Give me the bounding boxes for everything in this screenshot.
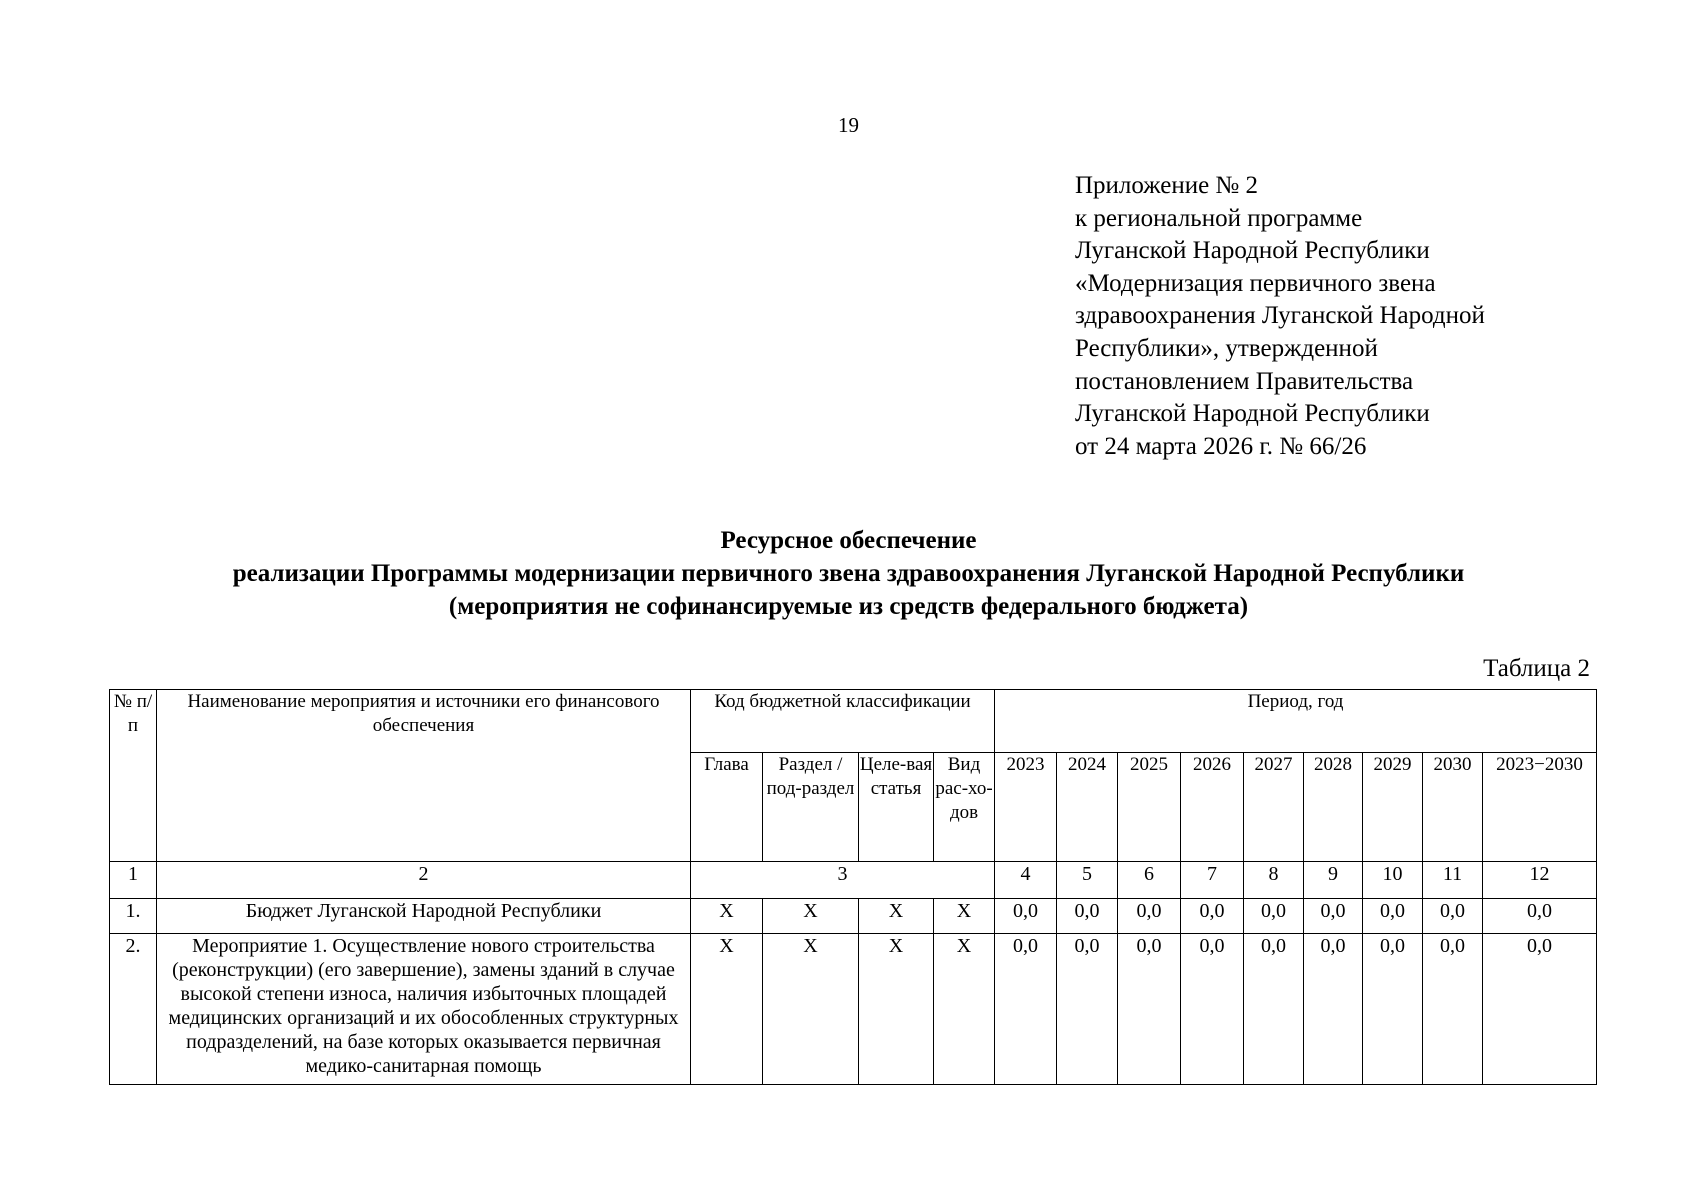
value-cell: 0,0 [1304, 899, 1363, 934]
value-cell: 0,0 [1057, 934, 1118, 1085]
code-cell: Х [763, 899, 859, 934]
title-line-1: Ресурсное обеспечение [720, 527, 977, 554]
appendix-line: Луганской Народной Республики [1075, 237, 1430, 265]
value-cell: 0,0 [1118, 899, 1181, 934]
header-year: 2023 [995, 753, 1057, 862]
column-number: 1 [110, 862, 157, 899]
title-line-2: реализации Программы модернизации первичного звена здравоохранения Луганской Народной Республики [232, 560, 1465, 587]
header-target-item: Целе-вая статья [859, 753, 934, 862]
appendix-line: Приложение № 2 [1075, 172, 1259, 199]
code-cell: Х [859, 899, 934, 934]
value-cell: 0,0 [995, 934, 1057, 1085]
value-cell: 0,0 [1181, 934, 1244, 1085]
header-year-total: 2023−2030 [1483, 753, 1597, 862]
header-section: Раздел / под-раздел [763, 753, 859, 862]
appendix-line: к региональной программе [1075, 204, 1363, 232]
appendix-line: постановлением Правительства [1075, 367, 1414, 395]
resources-table [109, 689, 1597, 1085]
column-number: 5 [1057, 862, 1118, 899]
value-cell: 0,0 [1118, 934, 1181, 1085]
row-name: Мероприятие 1. Осуществление нового строительства (реконструкции) (его завершение), замены зданий в случае высокой степени износа, наличия избыточных площадей медицинских организаций и их обособленных структурных подразделений, на базе которых оказывается первичная медико-санитарная помощь [157, 934, 691, 1085]
value-cell-total: 0,0 [1483, 899, 1597, 934]
appendix-line: Луганской Народной Республики [1075, 400, 1430, 428]
header-year: 2027 [1244, 753, 1304, 862]
value-cell: 0,0 [1304, 934, 1363, 1085]
value-cell: 0,0 [1423, 899, 1483, 934]
code-cell: Х [859, 934, 934, 1085]
column-number: 2 [157, 862, 691, 899]
value-cell-total: 0,0 [1483, 934, 1597, 1085]
header-budget-code: Код бюджетной классификации [691, 690, 995, 753]
column-number: 8 [1244, 862, 1304, 899]
value-cell: 0,0 [1363, 899, 1423, 934]
appendix-line: Республики», утвержденной [1075, 334, 1378, 362]
table-row [110, 934, 1597, 1085]
header-year: 2026 [1181, 753, 1244, 862]
title-line-3: (мероприятия не софинансируемые из средств федерального бюджета) [448, 593, 1249, 620]
column-number-row [110, 862, 1597, 899]
code-cell: Х [934, 934, 995, 1085]
header-year: 2030 [1423, 753, 1483, 862]
value-cell: 0,0 [1244, 899, 1304, 934]
appendix-line: от 24 марта 2026 г. № 66/26 [1075, 432, 1367, 460]
row-name: Бюджет Луганской Народной Республики [157, 899, 691, 934]
column-number: 6 [1118, 862, 1181, 899]
header-year: 2025 [1118, 753, 1181, 862]
header-year: 2028 [1304, 753, 1363, 862]
page-number: 19 [838, 113, 859, 137]
appendix-line: «Модернизация первичного звена [1075, 269, 1436, 297]
table-caption: Таблица 2 [1483, 655, 1590, 682]
value-cell: 0,0 [1244, 934, 1304, 1085]
appendix-note [1075, 170, 1485, 463]
value-cell: 0,0 [1363, 934, 1423, 1085]
code-cell: Х [934, 899, 995, 934]
column-number: 4 [995, 862, 1057, 899]
header-expense-type: Вид рас-хо-дов [934, 753, 995, 862]
code-cell: Х [763, 934, 859, 1085]
header-num: № п/п [110, 690, 157, 862]
value-cell: 0,0 [995, 899, 1057, 934]
table-row [110, 899, 1597, 934]
column-number: 11 [1423, 862, 1483, 899]
value-cell: 0,0 [1057, 899, 1118, 934]
value-cell: 0,0 [1423, 934, 1483, 1085]
column-number: 12 [1483, 862, 1597, 899]
value-cell: 0,0 [1181, 899, 1244, 934]
header-year: 2029 [1363, 753, 1423, 862]
column-number: 7 [1181, 862, 1244, 899]
document-title [0, 524, 1697, 623]
code-cell: Х [691, 899, 763, 934]
header-year: 2024 [1057, 753, 1118, 862]
column-number: 10 [1363, 862, 1423, 899]
header-name: Наименование мероприятия и источники его финансового обеспечения [157, 690, 691, 862]
row-number: 2. [110, 934, 157, 1085]
column-number: 9 [1304, 862, 1363, 899]
appendix-line: здравоохранения Луганской Народной [1075, 302, 1485, 330]
column-number: 3 [691, 862, 995, 899]
row-number: 1. [110, 899, 157, 934]
header-period: Период, год [995, 690, 1597, 753]
code-cell: Х [691, 934, 763, 1085]
header-chapter: Глава [691, 753, 763, 862]
